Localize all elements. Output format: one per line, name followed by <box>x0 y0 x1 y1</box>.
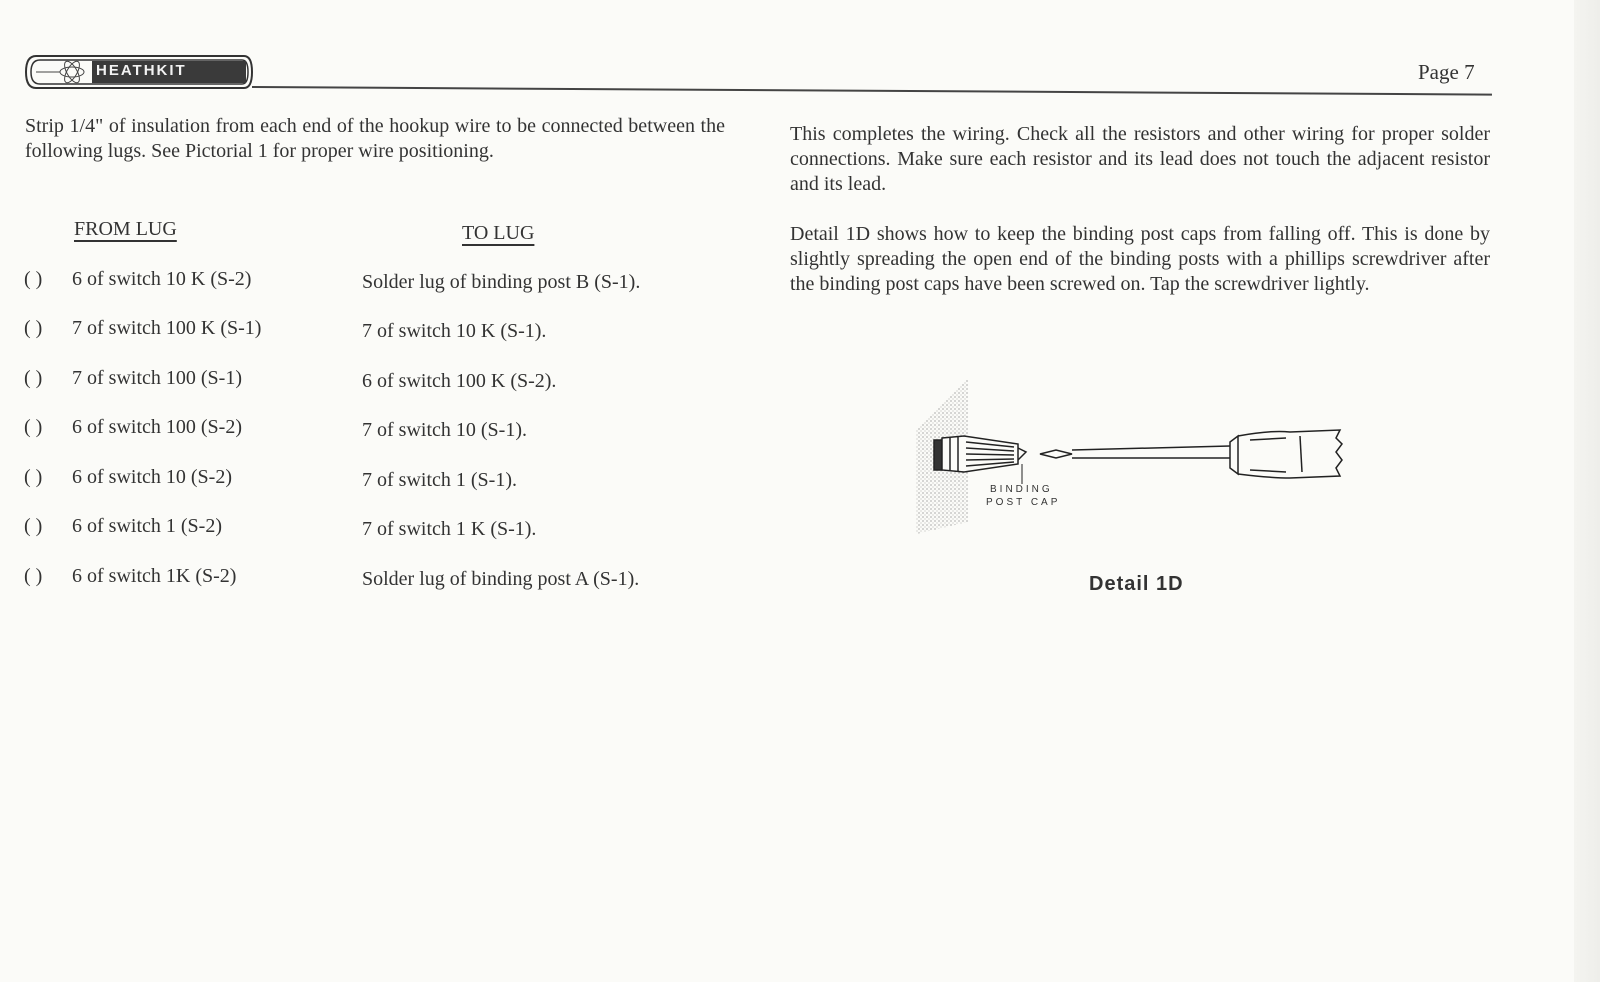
wiring-complete-paragraph: This completes the wiring. Check all the resistors and other wiring for proper solder connections. Make sure each resistor and its lead does not touch the adjacent resistor and its lead. <box>790 123 1490 195</box>
page-number: Page 7 <box>1418 60 1475 84</box>
to-lug: 7 of switch 1 K (S-1). <box>362 518 537 540</box>
figure-caption: Detail 1D <box>1089 573 1184 595</box>
wiring-row <box>0 416 760 446</box>
wiring-row <box>0 367 760 397</box>
step-checkbox[interactable]: ( ) <box>24 367 43 389</box>
from-lug: 6 of switch 10 (S-2) <box>72 466 232 488</box>
wiring-row <box>0 268 760 298</box>
to-lug: Solder lug of binding post B (S-1). <box>362 271 641 293</box>
to-lug: 6 of switch 100 K (S-2). <box>362 370 557 392</box>
screwdriver-illustration <box>910 372 1350 542</box>
to-lug-header: TO LUG <box>462 222 535 244</box>
from-lug: 6 of switch 100 (S-2) <box>72 416 242 438</box>
to-lug: 7 of switch 10 (S-1). <box>362 419 527 441</box>
step-checkbox[interactable]: ( ) <box>24 515 43 537</box>
wiring-row <box>0 466 760 496</box>
detail-instructions-paragraph: Detail 1D shows how to keep the binding post caps from falling off. This is done by slightly spreading the open end of the binding posts with a phillips screwdriver after the binding post caps have been screwed on. Tap the screwdriver lightly. <box>790 223 1490 295</box>
from-lug: 6 of switch 10 K (S-2) <box>72 268 252 290</box>
from-lug-header: FROM LUG <box>74 218 177 240</box>
wiring-row <box>0 565 760 595</box>
from-lug: 7 of switch 100 K (S-1) <box>72 317 262 339</box>
to-lug: 7 of switch 10 K (S-1). <box>362 320 547 342</box>
from-lug: 7 of switch 100 (S-1) <box>72 367 242 389</box>
from-lug: 6 of switch 1K (S-2) <box>72 565 237 587</box>
step-checkbox[interactable]: ( ) <box>24 416 43 438</box>
figure-label-binding: BINDING <box>990 484 1053 495</box>
to-lug: Solder lug of binding post A (S-1). <box>362 568 640 590</box>
step-checkbox[interactable]: ( ) <box>24 317 43 339</box>
phillips-screwdriver-icon <box>1040 430 1342 478</box>
to-lug: 7 of switch 1 (S-1). <box>362 469 517 491</box>
wiring-row <box>0 515 760 545</box>
intro-paragraph: Strip 1/4" of insulation from each end of the hookup wire to be connected between the following lugs. See Pictorial 1 for proper wire positioning. <box>25 115 725 162</box>
step-checkbox[interactable]: ( ) <box>24 466 43 488</box>
header-rule <box>252 86 1492 96</box>
page-edge-shadow <box>1574 0 1600 982</box>
wiring-row <box>0 317 760 347</box>
from-lug: 6 of switch 1 (S-2) <box>72 515 222 537</box>
figure-label-post-cap: POST CAP <box>986 497 1061 508</box>
step-checkbox[interactable]: ( ) <box>24 565 43 587</box>
step-checkbox[interactable]: ( ) <box>24 268 43 290</box>
brand-name: HEATHKIT <box>96 62 187 79</box>
